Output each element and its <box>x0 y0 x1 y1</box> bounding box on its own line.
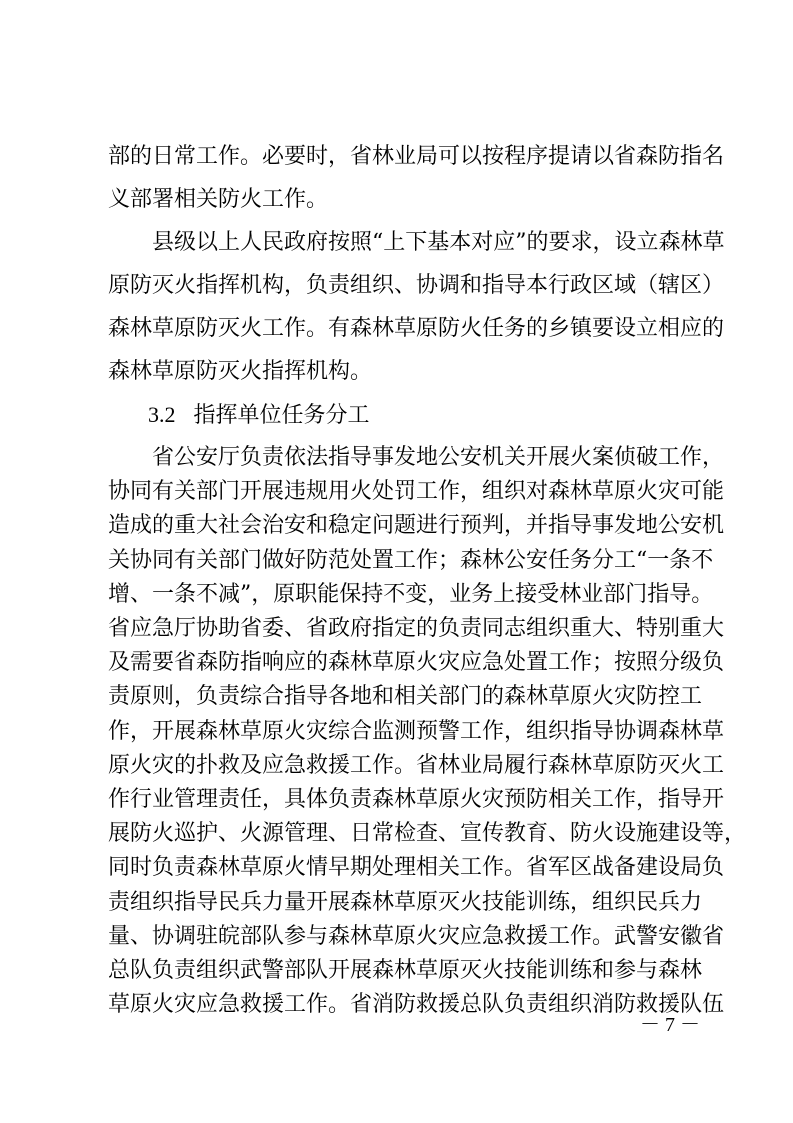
paragraph-3-line-12: 展防火巡护、火源管理、日常检查、宣传教育、防火设施建设等， <box>108 821 747 847</box>
paragraph-3-line-15: 量、协调驻皖部队参与森林草原火灾应急救援工作。武警安徽省 <box>108 923 725 949</box>
section-heading <box>148 395 370 435</box>
paragraph-3-line-4: 关协同有关部门做好防范处置工作；森林公安任务分工“一条不 <box>108 547 714 573</box>
paragraph-3-line-8: 责原则，负责综合指导各地和相关部门的森林草原火灾防控工 <box>108 684 703 710</box>
paragraph-3-line-9: 作，开展森林草原火灾综合监测预警工作，组织指导协调森林草 <box>108 718 725 744</box>
paragraph-3-line-1: 省公安厅负责依法指导事发地公安机关开展火案侦破工作， <box>152 445 725 470</box>
paragraph-3-line-7: 及需要省森防指响应的森林草原火灾应急处置工作；按照分级负 <box>108 650 725 676</box>
paragraph-2-line-3: 森林草原防灭火工作。有森林草原防火任务的乡镇要设立相应的 <box>108 316 725 341</box>
paragraph-1-line-2: 义部署相关防火工作。 <box>108 187 329 212</box>
paragraph-3-line-13: 同时负责森林草原火情早期处理相关工作。省军区战备建设局负 <box>108 855 725 881</box>
paragraph-3-line-10: 原火灾的扑救及应急救援工作。省林业局履行森林草原防灭火工 <box>108 752 725 778</box>
paragraph-2-line-4: 森林草原防灭火指挥机构。 <box>108 359 373 384</box>
paragraph-3-line-5: 增、一条不减”，原职能保持不变，业务上接受林业部门指导。 <box>108 581 714 607</box>
paragraph-3-line-16: 总队负责组织武警部队开展森林草原灭火技能训练和参与森林 <box>108 958 703 983</box>
paragraph-2-line-2: 原防灭火指挥机构，负责组织、协调和指导本行政区域（辖区） <box>108 273 725 298</box>
paragraph-3-line-11: 作行业管理责任，具体负责森林草原火灾预防相关工作，指导开 <box>108 787 725 812</box>
paragraph-3-line-3: 造成的重大社会治安和稳定问题进行预判，并指导事发地公安机 <box>108 513 725 539</box>
section-number: 3.2 <box>148 402 176 427</box>
paragraph-3-line-17: 草原火灾应急救援工作。省消防救援总队负责组织消防救援队伍 <box>108 992 725 1018</box>
paragraph-1-line-1: 部的日常工作。必要时，省林业局可以按程序提请以省森防指名 <box>108 144 725 169</box>
section-title: 指挥单位任务分工 <box>193 403 370 428</box>
paragraph-2-line-1: 县级以上人民政府按照“上下基本对应”的要求，设立森林草 <box>152 230 725 255</box>
paragraph-3-line-14: 责组织指导民兵力量开展森林草原灭火技能训练，组织民兵力 <box>108 889 703 915</box>
paragraph-3-line-6: 省应急厅协助省委、省政府指定的负责同志组织重大、特别重大 <box>108 616 725 641</box>
page-number: － 7 － <box>640 1014 700 1036</box>
paragraph-3-line-2: 协同有关部门开展违规用火处罚工作，组织对森林草原火灾可能 <box>108 479 725 505</box>
